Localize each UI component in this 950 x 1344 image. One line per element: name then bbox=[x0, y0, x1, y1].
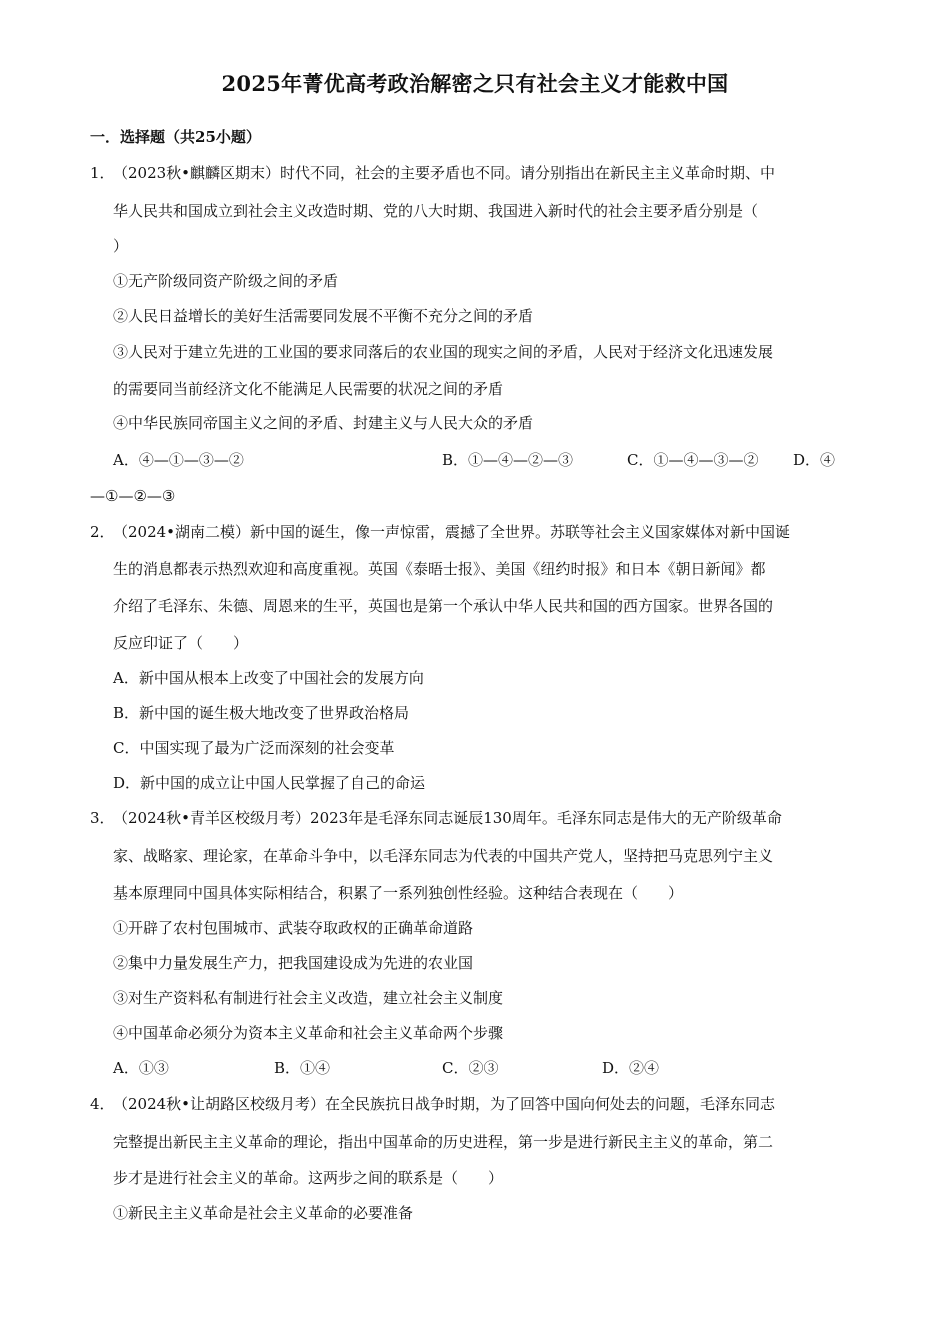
question-1-item-1: ①无产阶级同资产阶级之间的矛盾 bbox=[113, 272, 339, 290]
question-1-option-d: D．④ bbox=[793, 451, 836, 469]
question-3-item-1: ①开辟了农村包围城市、武装夺取政权的正确革命道路 bbox=[113, 919, 474, 937]
question-3-option-d: D．②④ bbox=[602, 1059, 660, 1077]
question-3-option-a: A．①③ bbox=[113, 1059, 169, 1077]
question-1-item-2: ②人民日益增长的美好生活需要同发展不平衡不充分之间的矛盾 bbox=[113, 307, 534, 325]
question-2-option-c: C．中国实现了最为广泛而深刻的社会变革 bbox=[113, 739, 395, 757]
question-3-option-b: B．①④ bbox=[274, 1059, 331, 1077]
page-title: 2025年菁优高考政治解密之只有社会主义才能救中国 bbox=[221, 71, 729, 96]
question-3-line-3: 基本原理同中国具体实际相结合，积累了一系列独创性经验。这种结合表现在（ ） bbox=[113, 884, 684, 902]
question-3-number: 3． bbox=[90, 809, 115, 827]
question-3-item-3: ③对生产资料私有制进行社会主义改造，建立社会主义制度 bbox=[113, 989, 504, 1007]
question-2-line-3: 介绍了毛泽东、朱德、周恩来的生平，英国也是第一个承认中华人民共和国的西方国家。世界各国的 bbox=[113, 597, 774, 615]
question-2-number: 2． bbox=[90, 523, 115, 541]
question-1-number: 1． bbox=[90, 164, 115, 182]
question-3-option-c: C．②③ bbox=[442, 1059, 499, 1077]
question-2-option-d: D．新中国的成立让中国人民掌握了自己的命运 bbox=[113, 774, 426, 792]
question-4-number: 4． bbox=[90, 1095, 115, 1113]
question-3-item-2: ②集中力量发展生产力，把我国建设成为先进的农业国 bbox=[113, 954, 474, 972]
question-1-line-3: ） bbox=[113, 237, 129, 255]
question-4-line-1: （2024秋•让胡路区校级月考）在全民族抗日战争时期，为了回答中国向何处去的问题，毛泽东同志 bbox=[113, 1095, 776, 1113]
question-2-line-2: 生的消息都表示热烈欢迎和高度重视。英国《泰晤士报》、美国《纽约时报》和日本《朝日新闻》都 bbox=[113, 560, 766, 578]
question-1-option-b: B．①—④—②—③ bbox=[442, 451, 574, 469]
question-2-option-a: A．新中国从根本上改变了中国社会的发展方向 bbox=[113, 669, 424, 687]
question-3-line-2: 家、战略家、理论家，在革命斗争中，以毛泽东同志为代表的中国共产党人，坚持把马克思列宁主义 bbox=[113, 847, 774, 865]
section-heading: 一．选择题（共25小题） bbox=[90, 128, 261, 146]
question-1-option-c: C．①—④—③—② bbox=[627, 451, 759, 469]
question-2-line-1: （2024•湖南二模）新中国的诞生，像一声惊雷，震撼了全世界。苏联等社会主义国家媒体对新中国诞 bbox=[113, 523, 791, 541]
question-4-line-3: 步才是进行社会主义的革命。这两步之间的联系是（ ） bbox=[113, 1169, 504, 1187]
question-2-line-4: 反应印证了（ ） bbox=[113, 634, 249, 652]
question-4-line-2: 完整提出新民主主义革命的理论，指出中国革命的历史进程，第一步是进行新民主主义的革命，第二 bbox=[113, 1133, 774, 1151]
question-3-item-4: ④中国革命必须分为资本主义革命和社会主义革命两个步骤 bbox=[113, 1024, 504, 1042]
question-4-item-1: ①新民主主义革命是社会主义革命的必要准备 bbox=[113, 1204, 414, 1222]
question-1-option-d-cont: —①—②—③ bbox=[90, 487, 176, 505]
question-1-item-4: ④中华民族同帝国主义之间的矛盾、封建主义与人民大众的矛盾 bbox=[113, 414, 534, 432]
question-1-item-3: ③人民对于建立先进的工业国的要求同落后的农业国的现实之间的矛盾，人民对于经济文化迅速发展 bbox=[113, 343, 774, 361]
question-1-line-1: （2023秋•麒麟区期末）时代不同，社会的主要矛盾也不同。请分别指出在新民主主义革命时期、中 bbox=[113, 164, 776, 182]
question-1-line-2: 华人民共和国成立到社会主义改造时期、党的八大时期、我国进入新时代的社会主要矛盾分别是（ bbox=[113, 202, 759, 220]
question-2-option-b: B．新中国的诞生极大地改变了世界政治格局 bbox=[113, 704, 410, 722]
question-1-item-3-cont: 的需要同当前经济文化不能满足人民需要的状况之间的矛盾 bbox=[113, 380, 504, 398]
question-3-line-1: （2024秋•青羊区校级月考）2023年是毛泽东同志诞辰130周年。毛泽东同志是伟大的无产阶级革命 bbox=[113, 809, 782, 827]
question-1-option-a: A．④—①—③—② bbox=[113, 451, 244, 469]
